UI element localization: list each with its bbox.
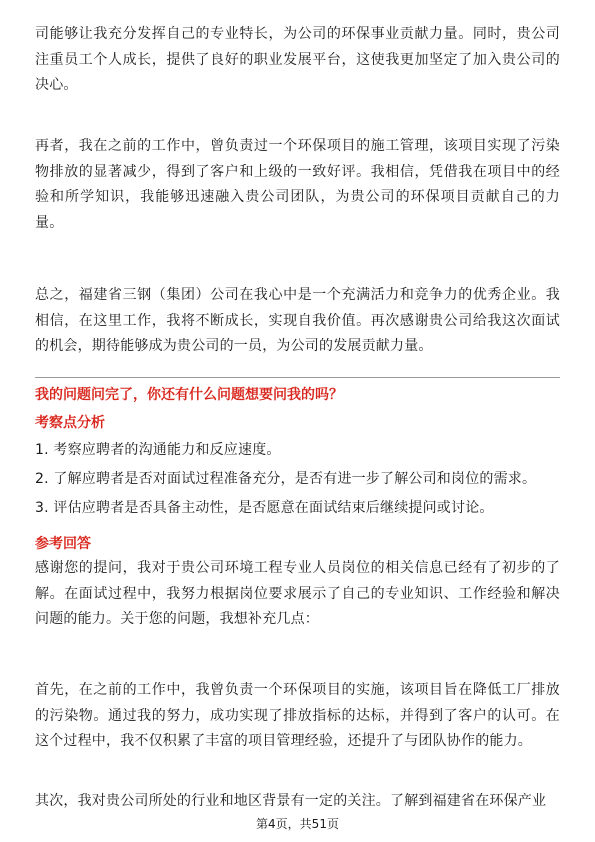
answer-heading: 参考回答 bbox=[35, 536, 91, 552]
analysis-item: 1. 考察应聘者的沟通能力和反应速度。 bbox=[35, 442, 281, 458]
interview-question: 我的问题问完了，你还有什么问题想要问我的吗？ bbox=[35, 387, 343, 403]
paragraph-conclusion: 总之，福建省三钢（集团）公司在我心中是一个充满活力和竞争力的优秀企业。我相信，在这里工作，我将不断成长，实现自我价值。再次感谢贵公司给我这次面试的机会，期待能够成为贵公司的一员，为公司的发展贡献力量。 bbox=[35, 287, 560, 354]
page-number-footer: 第4页，共51页 bbox=[256, 817, 339, 831]
paragraph-intro-continuation: 司能够让我充分发挥自己的专业特长，为公司的环保事业贡献力量。同时，贵公司注重员工个人成长，提供了良好的职业发展平台，这使我更加坚定了加入贵公司的决心。 bbox=[35, 26, 560, 93]
paragraph-project-experience: 再者，我在之前的工作中，曾负责过一个环保项目的施工管理，该项目实现了污染物排放的显著减少，得到了客户和上级的一致好评。我相信，凭借我在项目中的经验和所学知识，我能够迅速融入贵公司团队，为贵公司的环保项目贡献自己的力量。 bbox=[35, 138, 560, 231]
analysis-item: 3. 评估应聘者是否具备主动性，是否愿意在面试结束后继续提问或讨论。 bbox=[35, 500, 494, 516]
answer-paragraph-1: 感谢您的提问，我对于贵公司环境工程专业人员岗位的相关信息已经有了初步的了解。在面试过程中，我努力根据岗位要求展示了自己的专业知识、工作经验和解决问题的能力。关于您的问题，我想补充几点： bbox=[35, 560, 560, 627]
analysis-item: 2. 了解应聘者是否对面试过程准备充分，是否有进一步了解公司和岗位的需求。 bbox=[35, 471, 537, 487]
answer-paragraph-2: 首先，在之前的工作中，我曾负责一个环保项目的实施，该项目旨在降低工厂排放的污染物。通过我的努力，成功实现了排放指标的达标，并得到了客户的认可。在这个过程中，我不仅积累了丰富的项目管理经验，还提升了与团队协作的能力。 bbox=[35, 682, 560, 749]
analysis-heading: 考察点分析 bbox=[35, 415, 105, 431]
section-divider bbox=[35, 377, 560, 378]
answer-paragraph-3: 其次，我对贵公司所处的行业和地区背景有一定的关注。了解到福建省在环保产业 bbox=[35, 793, 547, 809]
